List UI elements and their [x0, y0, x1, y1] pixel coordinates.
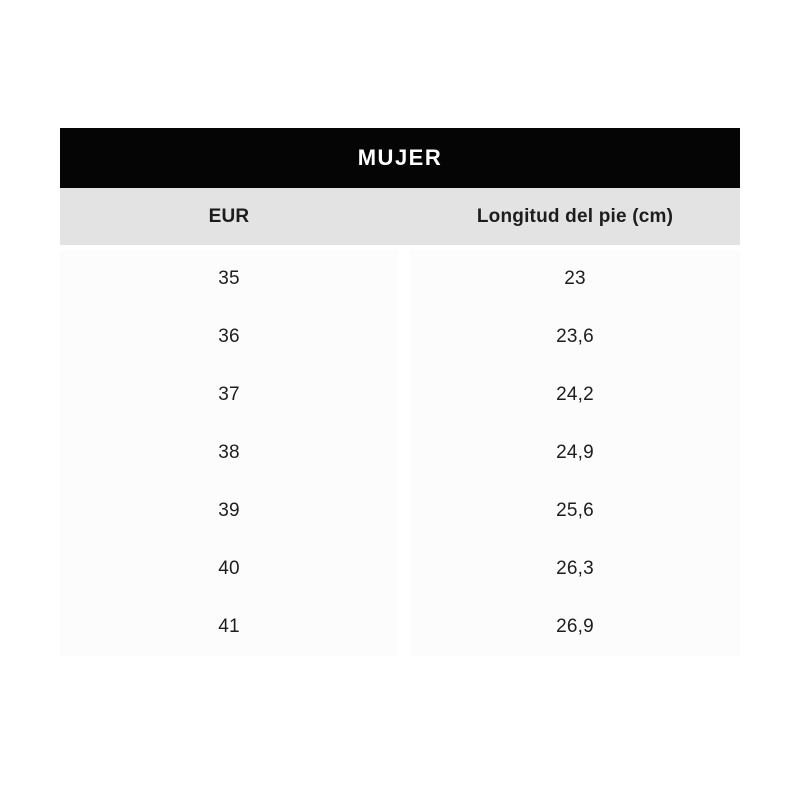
- column-header-eur: EUR: [208, 205, 250, 227]
- table-body: [60, 250, 740, 656]
- table-row: [60, 366, 740, 424]
- table-row: [60, 598, 740, 656]
- table-row: [60, 308, 740, 366]
- cell-eur: 40: [60, 540, 398, 598]
- column-gutter: [398, 540, 410, 598]
- table-title-bar: [60, 128, 740, 188]
- column-gutter: [398, 366, 410, 424]
- cell-foot-length: 24,2: [410, 366, 740, 424]
- cell-eur: 39: [60, 482, 398, 540]
- table-row: [60, 424, 740, 482]
- column-header-row: [60, 188, 740, 245]
- cell-eur: 36: [60, 308, 398, 366]
- cell-eur: 38: [60, 424, 398, 482]
- cell-foot-length: 26,9: [410, 598, 740, 656]
- column-gutter: [398, 424, 410, 482]
- table-title: MUJER: [357, 145, 443, 170]
- table-row: [60, 250, 740, 308]
- cell-foot-length: 23,6: [410, 308, 740, 366]
- cell-foot-length: 26,3: [410, 540, 740, 598]
- cell-foot-length: 23: [410, 250, 740, 308]
- table-row: [60, 540, 740, 598]
- column-gutter: [398, 250, 410, 308]
- cell-eur: 41: [60, 598, 398, 656]
- column-gutter: [398, 308, 410, 366]
- women-shoe-size-table: [60, 128, 740, 656]
- cell-foot-length: 25,6: [410, 482, 740, 540]
- column-gutter: [398, 598, 410, 656]
- table-row: [60, 482, 740, 540]
- cell-foot-length: 24,9: [410, 424, 740, 482]
- cell-eur: 35: [60, 250, 398, 308]
- cell-eur: 37: [60, 366, 398, 424]
- column-gutter: [398, 482, 410, 540]
- column-header-foot-length: Longitud del pie (cm): [476, 205, 674, 227]
